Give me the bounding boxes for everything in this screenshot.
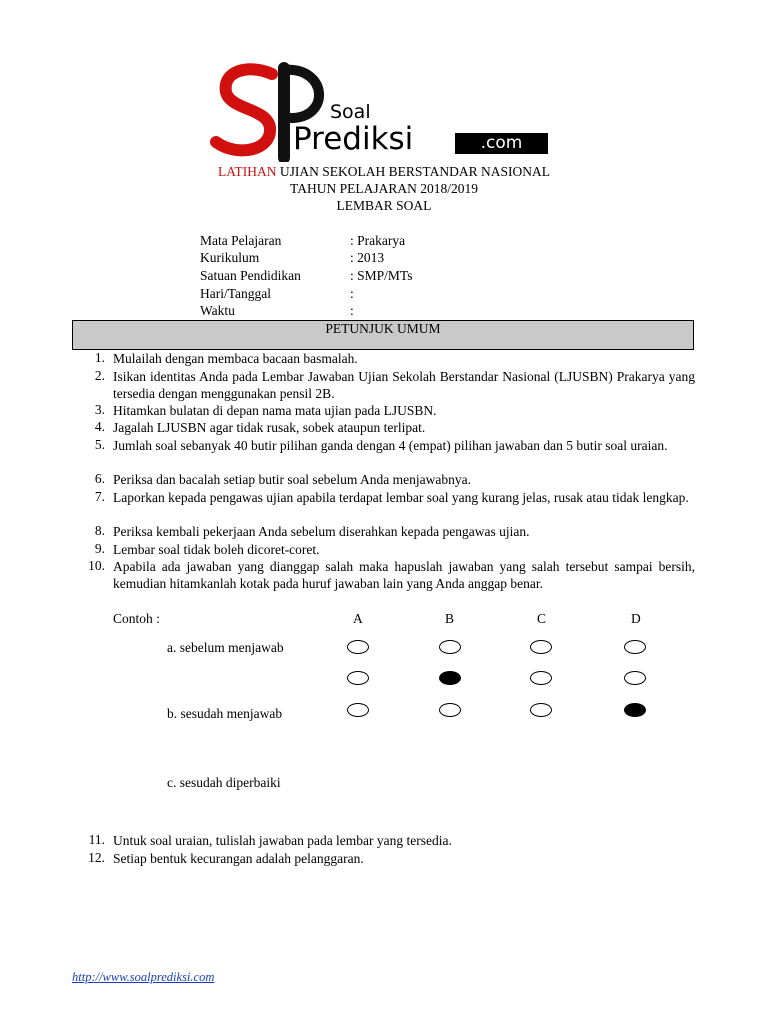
item-text: Isikan identitas Anda pada Lembar Jawaban Ujian Sekolah Berstandar Nasional (LJUSBN) Prakarya yang tersedia dengan menggunakan pensil 2B. bbox=[113, 369, 695, 401]
identity-value: : SMP/MTs bbox=[350, 268, 413, 283]
answer-bubble-a bbox=[347, 671, 369, 685]
item-text: Apabila ada jawaban yang dianggap salah maka hapuslah jawaban yang salah tersebut sampai bersih, kemudian hitamkanlah kotak pada huruf jawaban lain yang Anda anggap benar. bbox=[113, 559, 695, 591]
answer-bubble-c bbox=[530, 640, 552, 654]
item-number: 3. bbox=[94, 402, 105, 417]
identity-label: Kurikulum bbox=[200, 250, 260, 265]
answer-bubble-d bbox=[624, 671, 646, 685]
item-number: 9. bbox=[94, 541, 105, 556]
logo-com-badge: .com bbox=[455, 133, 548, 154]
answer-bubble-b bbox=[439, 640, 461, 654]
option-b-label: B bbox=[445, 611, 455, 626]
item-number: 7. bbox=[94, 489, 105, 504]
item-text: Hitamkan bulatan di depan nama mata ujian pada LJUSBN. bbox=[113, 403, 437, 418]
footer-website-link[interactable]: http://www.soalprediksi.com bbox=[72, 970, 215, 984]
example-row-label: c. sesudah diperbaiki bbox=[167, 775, 281, 790]
item-text: Lembar soal tidak boleh dicoret-coret. bbox=[113, 542, 320, 557]
item-number: 6. bbox=[94, 471, 105, 486]
item-number: 2. bbox=[94, 368, 105, 383]
answer-bubble-c bbox=[530, 671, 552, 685]
item-text: Setiap bentuk kecurangan adalah pelanggaran. bbox=[113, 851, 364, 866]
item-number: 10. bbox=[88, 558, 105, 573]
identity-label: Waktu bbox=[200, 303, 235, 318]
option-c-label: C bbox=[537, 611, 547, 626]
item-number: 4. bbox=[94, 419, 105, 434]
title-line-1 bbox=[0, 164, 768, 180]
item-number: 12. bbox=[88, 850, 105, 865]
item-text: Mulailah dengan membaca bacaan basmalah. bbox=[113, 351, 358, 366]
title-latihan: LATIHAN bbox=[218, 164, 277, 179]
answer-bubble-b bbox=[439, 671, 461, 685]
answer-bubble-a bbox=[347, 640, 369, 654]
item-text: Laporkan kepada pengawas ujian apabila terdapat lembar soal yang kurang jelas, rusak atau tidak lengkap. bbox=[113, 490, 689, 505]
title-line-3: LEMBAR SOAL bbox=[336, 198, 432, 213]
item-text: Jumlah soal sebanyak 40 butir pilihan ganda dengan 4 (empat) pilihan jawaban dan 5 butir soal uraian. bbox=[113, 438, 668, 453]
logo-soal-text: Soal bbox=[330, 101, 371, 123]
answer-bubble-b bbox=[439, 703, 461, 717]
title-line-2: TAHUN PELAJARAN 2018/2019 bbox=[290, 181, 478, 196]
identity-label: Mata Pelajaran bbox=[200, 233, 282, 248]
option-d-label: D bbox=[631, 611, 641, 626]
identity-label: Satuan Pendidikan bbox=[200, 268, 301, 283]
example-label: Contoh : bbox=[113, 611, 160, 626]
answer-bubble-d bbox=[624, 703, 646, 717]
identity-value: : bbox=[350, 286, 354, 301]
answer-bubble-a bbox=[347, 703, 369, 717]
option-a-label: A bbox=[353, 611, 363, 626]
identity-value: : 2013 bbox=[350, 250, 385, 265]
answer-bubble-c bbox=[530, 703, 552, 717]
item-number: 11. bbox=[88, 832, 105, 847]
item-number: 5. bbox=[94, 437, 105, 452]
item-text: Periksa dan bacalah setiap butir soal sebelum Anda menjawabnya. bbox=[113, 472, 472, 487]
logo-prediksi-text: Prediksi bbox=[293, 121, 414, 157]
title-ujian: UJIAN SEKOLAH BERSTANDAR NASIONAL bbox=[276, 164, 550, 179]
identity-label: Hari/Tanggal bbox=[200, 286, 272, 301]
item-number: 8. bbox=[94, 523, 105, 538]
identity-value: : Prakarya bbox=[350, 233, 406, 248]
petunjuk-umum-header: PETUNJUK UMUM bbox=[72, 320, 694, 350]
example-row-label: a. sebelum menjawab bbox=[167, 640, 284, 655]
item-text: Untuk soal uraian, tulislah jawaban pada lembar yang tersedia. bbox=[113, 833, 452, 848]
example-row-label: b. sesudah menjawab bbox=[167, 706, 283, 721]
item-text: Periksa kembali pekerjaan Anda sebelum diserahkan kepada pengawas ujian. bbox=[113, 524, 530, 539]
item-number: 1. bbox=[94, 350, 105, 365]
item-text: Jagalah LJUSBN agar tidak rusak, sobek ataupun terlipat. bbox=[113, 420, 426, 435]
answer-bubble-d bbox=[624, 640, 646, 654]
identity-value: : bbox=[350, 303, 354, 318]
